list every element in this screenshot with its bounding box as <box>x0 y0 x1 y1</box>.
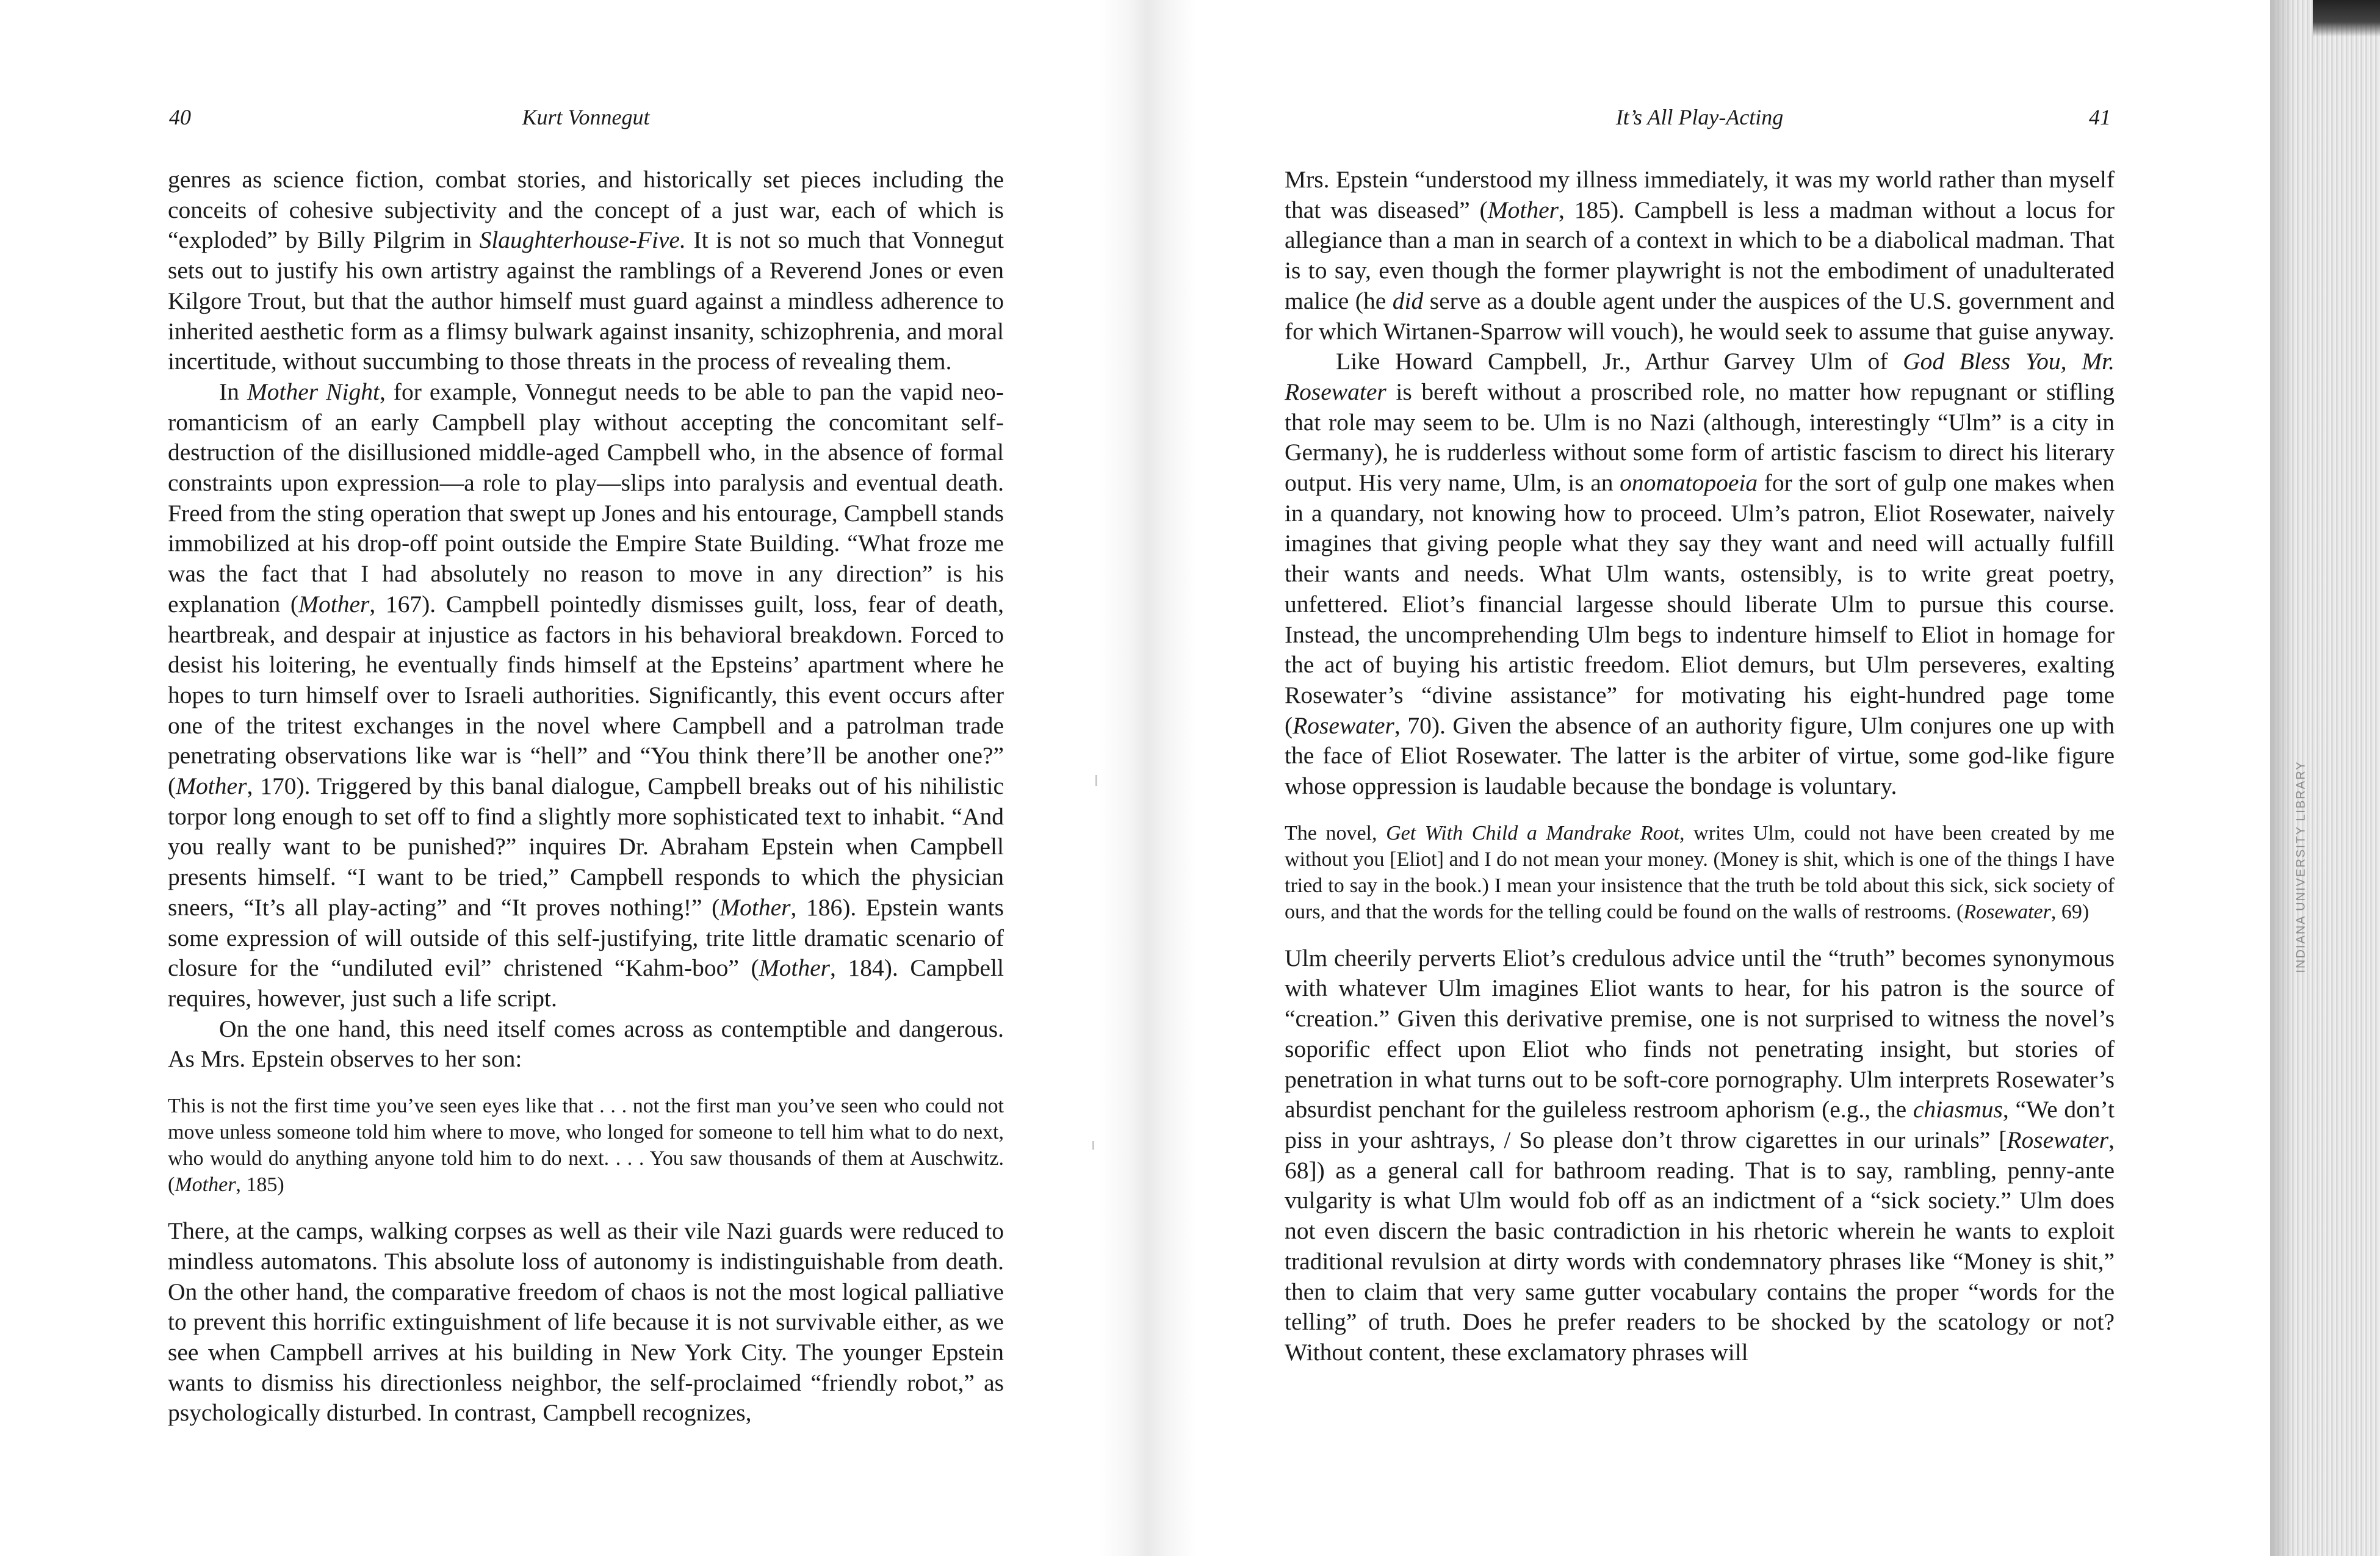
text-run: , writes Ulm, could not have been created by me without you [Eliot] and I do not mean your money. (Money is shit, which is one of the things I have tried to say in the book.) I mean your insistence that the truth be told about this sick, sick society of ours, and that the words for the telling could be found on the walls of restrooms. ( <box>1285 821 2115 923</box>
text-run: On the one hand, this need itself comes across as contemptible and dangerous. As Mrs. Epstein observes to her son: <box>168 1015 1004 1073</box>
book-page-edge <box>2270 0 2380 1556</box>
italic-text: Rosewater <box>1963 900 2051 923</box>
text-run: is bereft without a proscribed role, no matter how repugnant or stifling that role may seem to be. Ulm is no Nazi (although, interestingly “Ulm” is a city in Germany), he is rudderless without some form of artistic fascism to direct his literary output. His very name, Ulm, is an <box>1285 378 2115 497</box>
library-edge-stamp-text: INDIANA UNIVERSITY LIBRARY <box>2294 760 2308 973</box>
italic-text: Get With Child a Mandrake Root <box>1386 821 1680 845</box>
text-run: , 70). Given the absence of an authority figure, Ulm conjures one up with the face of Eliot Rosewater. The latter is the arbiter of virtue, some god-like figure whose oppression is laudable because the bondage is voluntary. <box>1285 711 2115 800</box>
right-page <box>1285 0 2115 1556</box>
body-paragraph <box>1285 347 2115 802</box>
text-run: , 69) <box>2050 900 2090 923</box>
left-page <box>168 0 1004 1556</box>
text-run: In <box>219 378 247 405</box>
block-quote <box>168 1093 1004 1198</box>
text-run: , 185). Campbell is less a madman without a locus for allegiance than a man in search of a context in which to be a diabolical madman. That is to say, even though the former playwright is not the embodiment of unadulterated malice (he <box>1285 196 2115 314</box>
body-paragraph <box>1285 165 2115 347</box>
book-cover-corner <box>2313 0 2380 37</box>
italic-text: Mother Night <box>247 378 380 405</box>
text-run: Like Howard Campbell, Jr., Arthur Garvey Ulm of <box>1336 348 1903 375</box>
block-quote <box>1285 820 2115 925</box>
left-page-number: 40 <box>169 105 191 129</box>
italic-text: Mother <box>759 954 830 982</box>
text-run: , 170). Triggered by this banal dialogue, Campbell breaks out of his nihilistic torpor long enough to set off to find a slightly more sophisticated text to inhabit. “And you really want to be punished?” inquires Dr. Abraham Epstein when Campbell presents himself. “I want to be tried,” Campbell responds to which the physician sneers, “It’s all play-acting” and “It proves nothing!” ( <box>168 773 1004 921</box>
right-running-head <box>1285 103 2115 132</box>
body-paragraph <box>168 165 1004 377</box>
text-run: genres as science fiction, combat stories, and historically set pieces including the conceits of cohesive subjectivity and the concept of a just war, each of which is “exploded” by Billy Pilgrim in <box>168 166 1004 254</box>
text-run: There, at the camps, walking corpses as well as their vile Nazi guards were reduced to mindless automatons. This absolute loss of autonomy is indistinguishable from death. On the other hand, the comparative freedom of chaos is not the most logical palliative to prevent this horrific extinguishment of life because it is not survivable either, as we see when Campbell arrives at his building in New York City. The younger Epstein wants to dismiss his directionless neighbor, the self-proclaimed “friendly robot,” as psychologically disturbed. In contrast, Campbell recognizes, <box>168 1217 1004 1427</box>
text-run: The novel, <box>1285 821 1387 845</box>
text-run: for the sort of gulp one makes when in a quandary, not knowing how to proceed. Ulm’s patron, Eliot Rosewater, naively imagines that giving people what they say they want and need will actually fulfill their wants and needs. What Ulm wants, ostensibly, is to write great poetry, unfettered. Eliot’s financial largesse should liberate Ulm to pursue this course. Instead, the uncomprehending Ulm begs to indenture himself to Eliot in homage for the act of buying his artistic freedom. Eliot demurs, but Ulm perseveres, exalting Rosewater’s “divine assistance” for motivating his eight-hundred page tome ( <box>1285 469 2115 739</box>
italic-text: chiasmus <box>1913 1096 2003 1123</box>
library-edge-stamp <box>2293 586 2309 1147</box>
scan-speck <box>1095 775 1097 786</box>
italic-text: Mother <box>175 1173 236 1197</box>
text-run: , 167). Campbell pointedly dismisses guilt, loss, fear of death, heartbreak, and despair at injustice as factors in his behavioral breakdown. Forced to desist his loitering, he eventually finds himself at the Epsteins’ apartment where he hopes to turn himself over to Israeli authorities. Significantly, this event occurs after one of the tritest exchanges in the novel where Campbell and a patrolman trade penetrating observations like war is “hell” and “You think there’ll be another one?” ( <box>168 590 1004 800</box>
body-paragraph <box>168 1216 1004 1428</box>
left-running-title: Kurt Vonnegut <box>522 105 650 129</box>
text-run: , for example, Vonnegut needs to be able to pan the vapid neo-romanticism of an early Campbell play without accepting the concomitant self-destruction of the disillusioned middle-aged Campbell who, in the absence of formal constraints upon expression—a role to play—slips into paralysis and eventual death. Freed from the sting operation that swept up Jones and his entourage, Campbell stands immobilized at his drop-off point outside the Empire State Building. “What froze me was the fact that I had absolutely no reason to move in any direction” is his explanation ( <box>168 378 1004 618</box>
body-paragraph <box>1285 943 2115 1368</box>
italic-text: Mother <box>1487 196 1559 223</box>
left-page-body <box>168 165 1004 1428</box>
text-run: , 186). Epstein wants some expression of will outside of this self-justifying, trite little dramatic scenario of closure for the “undiluted evil” christened “Kahm-boo” ( <box>168 893 1004 982</box>
text-run: , “We don’t piss in your ashtrays, / So please don’t throw cigarettes in our urinals” [ <box>1285 1096 2115 1153</box>
italic-text: onomatopoeia <box>1620 469 1758 497</box>
text-run: Mrs. Epstein “understood my illness immediately, it was my world rather than myself that was diseased” ( <box>1285 166 2115 223</box>
italic-text: God Bless You, Mr. Rosewater <box>1285 348 2115 405</box>
right-page-body <box>1285 165 2115 1368</box>
text-run: , 68]) as a general call for bathroom reading. That is to say, rambling, penny-ante vulgarity is what Ulm would fob off as an indictment of a “sick society.” Ulm does not even discern the basic contradiction in his rhetoric wherein he wants to exploit traditional revulsion at dirty words with condemnatory phrases like “Money is shit,” then to claim that very same gutter vocabulary contains the proper “words for the telling” of truth. Does he prefer readers to be shocked by the scatology or not? Without content, these exclamatory phrases will <box>1285 1126 2115 1366</box>
italic-text: Mother <box>176 773 247 800</box>
italic-text: Rosewater <box>1293 711 1394 739</box>
italic-text: Mother <box>298 590 370 618</box>
text-run: Ulm cheerily perverts Eliot’s credulous advice until the “truth” becomes synonymous with whatever Ulm imagines Eliot wants to hear, for his patron is the source of “creation.” Given this derivative premise, one is not surprised to witness the novel’s soporific effect upon Eliot who finds not penetrating insight, but stories of penetration in what turns out to be soft-core pornography. Ulm interprets Rosewater’s absurdist penchant for the guileless restroom aphorism (e.g., the <box>1285 944 2115 1123</box>
body-paragraph <box>168 1014 1004 1075</box>
text-run: This is not the first time you’ve seen eyes like that . . . not the first man you’ve seen who could not move unless someone told him where to move, who longed for someone to tell him what to do next, who would do anything anyone told him to do next. . . . You saw thousands of them at Auschwitz. ( <box>168 1095 1004 1197</box>
right-running-title: It’s All Play-Acting <box>1615 105 1784 129</box>
text-run: , 184). Campbell requires, however, just such a life script. <box>168 954 1004 1012</box>
text-run: It is not so much that Vonnegut sets out to justify his own artistry against the ramblings of a Reverend Jones or even Kilgore Trout, but that the author himself must guard against a mindless adherence to inherited aesthetic form as a flimsy bulwark against insanity, schizophrenia, and moral incertitude, without succumbing to those threats in the process of revealing them. <box>168 226 1004 375</box>
book-gutter <box>1098 0 1196 1556</box>
body-paragraph <box>168 377 1004 1014</box>
text-run: , 185) <box>236 1173 284 1197</box>
italic-text: did <box>1392 287 1424 314</box>
italic-text: Rosewater <box>2007 1126 2109 1153</box>
italic-text: Slaughterhouse-Five. <box>479 226 686 254</box>
scan-speck <box>1092 1141 1094 1150</box>
right-page-number: 41 <box>2089 105 2111 129</box>
left-running-head <box>168 103 1004 132</box>
text-run: serve as a double agent under the auspices of the U.S. government and for which Wirtanen-Sparrow will vouch), he would seek to assume that guise anyway. <box>1285 287 2115 345</box>
italic-text: Mother <box>719 893 791 921</box>
edge-shadow <box>2270 0 2295 1556</box>
